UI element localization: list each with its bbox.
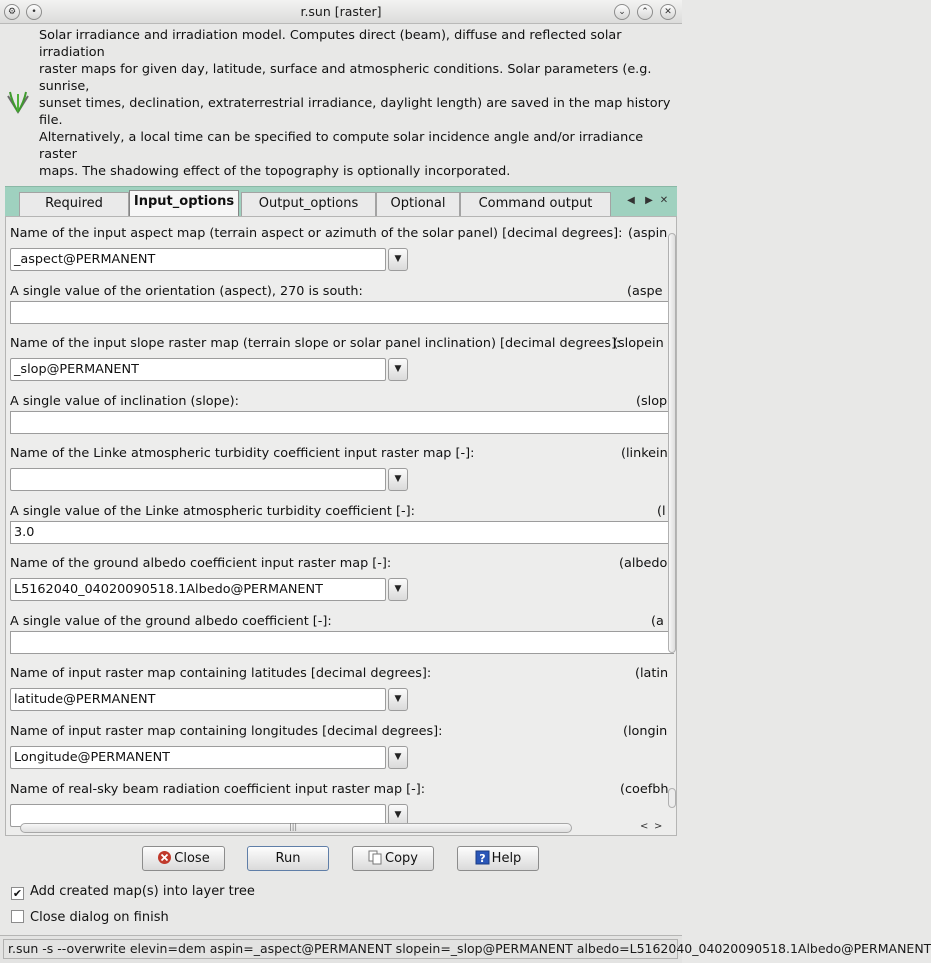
- linke-map-combo[interactable]: [10, 468, 386, 491]
- field-key: (coefbh: [620, 782, 669, 797]
- tab-output-options[interactable]: Output_options: [241, 192, 376, 217]
- field-key: (linkein: [621, 446, 668, 461]
- run-button[interactable]: [247, 846, 329, 871]
- run-button-label: Run: [275, 851, 301, 866]
- help-button-label: Help: [491, 851, 522, 866]
- command-preview: r.sun -s --overwrite elevin=dem aspin=_aspect@PERMANENT slopein=_slop@PERMANENT albedo=L5162040_04020090518.1Albedo@PERMANENT: [3, 939, 678, 959]
- slope-map-combo[interactable]: _slop@PERMANENT: [10, 358, 386, 381]
- field-label: Name of the ground albedo coefficient input raster map [-]:: [10, 556, 392, 571]
- field-label: A single value of the ground albedo coefficient [-]:: [10, 614, 332, 629]
- scroll-left-icon[interactable]: <: [640, 821, 649, 832]
- close-on-finish-label: Close dialog on finish: [30, 910, 169, 925]
- close-icon[interactable]: ✕: [660, 4, 676, 20]
- longitude-map-combo[interactable]: Longitude@PERMANENT: [10, 746, 386, 769]
- field-label: A single value of inclination (slope):: [10, 394, 239, 409]
- tab-scroll-left-icon[interactable]: ◀: [627, 195, 635, 206]
- horizontal-scrollbar[interactable]: [6, 820, 676, 835]
- chevron-down-icon[interactable]: ▼: [388, 688, 408, 711]
- add-layer-checkbox[interactable]: ✔: [12, 887, 23, 900]
- copy-icon: [368, 850, 383, 865]
- close-button[interactable]: [142, 846, 225, 871]
- minimize-icon[interactable]: ⌄: [614, 4, 630, 20]
- help-icon: [475, 850, 490, 865]
- module-description: Solar irradiance and irradiation model. Computes direct (beam), diffuse and reflected solar irradiation raster maps for given day, latitude, surface and atmospheric conditions. Solar parameters (e.g. sunrise, sunset times, declination, extraterrestrial irradiance, daylight length) are saved in the map history file. Alternatively, a local time can be specified to compute solar incidence angle and/or irradiance raster maps. The shadowing effect of the topography is optionally incorporated.: [39, 28, 671, 179]
- field-label: Name of the input aspect map (terrain aspect or azimuth of the solar panel) [decimal degrees]:: [10, 226, 623, 241]
- pin-icon[interactable]: •: [26, 4, 42, 20]
- field-key: (albedo: [619, 556, 668, 571]
- linke-value-input[interactable]: 3.0: [10, 521, 674, 544]
- close-on-finish-checkbox[interactable]: [11, 910, 24, 923]
- close-circle-icon: [157, 850, 172, 865]
- chevron-down-icon[interactable]: ▼: [388, 248, 408, 271]
- albedo-map-combo[interactable]: L5162040_04020090518.1Albedo@PERMANENT: [10, 578, 386, 601]
- status-bar: [0, 935, 931, 963]
- chevron-down-icon[interactable]: ▼: [388, 804, 408, 827]
- field-key: (l: [657, 504, 666, 519]
- vertical-scrollbar[interactable]: [668, 233, 676, 821]
- latitude-map-combo[interactable]: latitude@PERMANENT: [10, 688, 386, 711]
- field-label: Name of the Linke atmospheric turbidity coefficient input raster map [-]:: [10, 446, 475, 461]
- window-titlebar: [0, 0, 682, 24]
- chevron-down-icon[interactable]: ▼: [388, 746, 408, 769]
- slope-value-input[interactable]: [10, 411, 674, 434]
- grip-icon: |||: [289, 822, 298, 831]
- chevron-down-icon[interactable]: ▼: [388, 578, 408, 601]
- tab-required[interactable]: Required: [19, 192, 129, 217]
- maximize-icon[interactable]: ⌃: [637, 4, 653, 20]
- field-label: A single value of the orientation (aspect), 270 is south:: [10, 284, 363, 299]
- field-label: Name of input raster map containing latitudes [decimal degrees]:: [10, 666, 432, 681]
- chevron-down-icon[interactable]: ▼: [388, 468, 408, 491]
- close-button-label: Close: [174, 851, 210, 866]
- field-key: (aspin: [628, 226, 668, 241]
- help-button[interactable]: [457, 846, 539, 871]
- menu-icon[interactable]: ⚙: [4, 4, 20, 20]
- horizontal-scrollbar-thumb[interactable]: [20, 823, 572, 833]
- svg-text:?: ?: [478, 852, 486, 865]
- albedo-value-input[interactable]: [10, 631, 674, 654]
- input-options-panel[interactable]: [5, 216, 677, 836]
- vertical-scrollbar-end[interactable]: [668, 788, 676, 808]
- field-key: (a: [651, 614, 664, 629]
- tab-close-icon[interactable]: ✕: [659, 195, 669, 206]
- copy-button-label: Copy: [385, 851, 418, 866]
- tab-input-options[interactable]: Input_options: [129, 190, 239, 218]
- scroll-right-icon[interactable]: >: [654, 821, 663, 832]
- field-label: Name of the input slope raster map (terrain slope or solar panel inclination) [decimal degrees]:: [10, 336, 621, 351]
- aspect-value-input[interactable]: [10, 301, 674, 324]
- tab-optional[interactable]: Optional: [376, 192, 460, 217]
- aspect-map-combo[interactable]: _aspect@PERMANENT: [10, 248, 386, 271]
- field-key: (slopein: [613, 336, 664, 351]
- add-layer-option[interactable]: [11, 884, 255, 900]
- field-key: (latin: [635, 666, 669, 681]
- copy-button[interactable]: [352, 846, 434, 871]
- field-key: (slop: [636, 394, 668, 409]
- chevron-down-icon[interactable]: ▼: [388, 358, 408, 381]
- field-label: A single value of the Linke atmospheric turbidity coefficient [-]:: [10, 504, 415, 519]
- field-label: Name of real-sky beam radiation coefficient input raster map [-]:: [10, 782, 426, 797]
- tab-command-output[interactable]: Command output: [460, 192, 611, 217]
- window-title: r.sun [raster]: [300, 4, 382, 19]
- field-label: Name of input raster map containing longitudes [decimal degrees]:: [10, 724, 443, 739]
- tab-bar: [5, 186, 677, 216]
- grass-logo-icon: [6, 90, 30, 118]
- tab-scroll-right-icon[interactable]: ▶: [645, 195, 653, 206]
- vertical-scrollbar-thumb[interactable]: [668, 233, 676, 653]
- add-layer-label: Add created map(s) into layer tree: [30, 884, 255, 899]
- close-on-finish-option[interactable]: [11, 910, 169, 925]
- field-key: (longin: [623, 724, 668, 739]
- field-key: (aspe: [627, 284, 663, 299]
